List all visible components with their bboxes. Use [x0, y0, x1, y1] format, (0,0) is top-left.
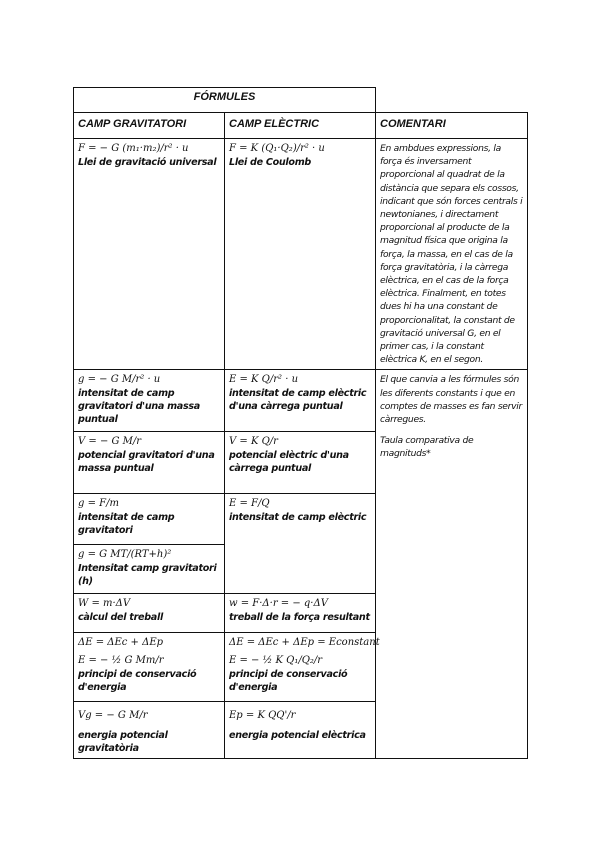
formula-description: principi de conservació d'energia — [78, 669, 197, 694]
formula-description: Llei de Coulomb — [229, 157, 311, 168]
formula: g = G MT/(RT+h)² — [78, 549, 172, 561]
formula: W = m·ΔV — [78, 598, 131, 610]
formula-description: potencial gravitatori d'una massa puntual — [78, 450, 215, 475]
formula-table — [73, 87, 528, 759]
formula-description: energia potencial gravitatòria — [78, 730, 168, 755]
table-row — [74, 139, 528, 370]
formula: E = − ½ G Mm/r — [78, 655, 164, 667]
formula-description: intensitat de camp elèctric d'una càrrega puntual — [229, 388, 367, 413]
formula-description: càlcul del treball — [78, 612, 163, 624]
formula-description: intensitat de camp gravitatori — [78, 512, 175, 537]
header-gravitational: CAMP GRAVITATORI — [74, 113, 225, 139]
formula: F = K (Q₁·Q₂)/r² · u — [229, 143, 325, 154]
header-comment: COMENTARI — [376, 113, 528, 139]
formula: E = K Q/r² · u — [229, 374, 299, 386]
formula: F = − G (m₁·m₂)/r² · u — [78, 143, 189, 154]
formula-description: Llei de gravitació universal — [78, 157, 217, 168]
formula-description: principi de conservació d'energia — [229, 669, 348, 694]
formula: ΔE = ΔEc + ΔEp — [78, 637, 164, 649]
table-title: FÓRMULES — [74, 88, 376, 113]
formula-description: intensitat de camp elèctric — [229, 512, 367, 524]
formula: g = F/m — [78, 498, 119, 510]
formula-description: Intensitat camp gravitatori (h) — [78, 563, 217, 588]
formula: V = − G M/r — [78, 436, 142, 448]
formula: Vg = − G M/r — [78, 710, 148, 722]
formula: g = − G M/r² · u — [78, 374, 161, 386]
formula: w = F·Δ·r = − q·ΔV — [229, 598, 328, 610]
formula-description: treball de la força resultant — [229, 612, 370, 624]
comment-text: En ambdues expressions, la força és inversament proporcional al quadrat de la distància que separa els cossos, indicant que són forces centrals i newtonianes, i directament proporcional al producte de la magnitud física que origina la força, la massa, en el cas de la força gravitatòria, i la càrrega elèctrica, en el cas de la força elèctrica. Finalment, en totes dues hi ha una constant de proporcionalitat, la constant de gravitació universal G, en el primer cas, i la constant elèctrica K, en el segon. — [380, 143, 523, 366]
formula-description: intensitat de camp gravitatori d'una massa puntual — [78, 388, 200, 426]
table-row — [74, 370, 528, 432]
formula: V = K Q/r — [229, 436, 278, 448]
formula-description: energia potencial elèctrica — [229, 730, 366, 742]
formula: Ep = K QQ'/r — [229, 710, 296, 722]
formula: ΔE = ΔEc + ΔEp = Econstant — [229, 637, 380, 649]
formula: E = − ½ K Q₁/Q₂/r — [229, 655, 323, 667]
comment-text: Taula comparativa de magnituds* — [380, 435, 474, 460]
header-electric: CAMP ELÈCTRIC — [225, 113, 376, 139]
formula-description: potencial elèctric d'una càrrega puntual — [229, 450, 349, 475]
formula: E = F/Q — [229, 498, 270, 510]
comment-text: El que canvia a les fórmules són les diferents constants i que en comptes de masses es fan servir càrregues. — [380, 374, 523, 426]
